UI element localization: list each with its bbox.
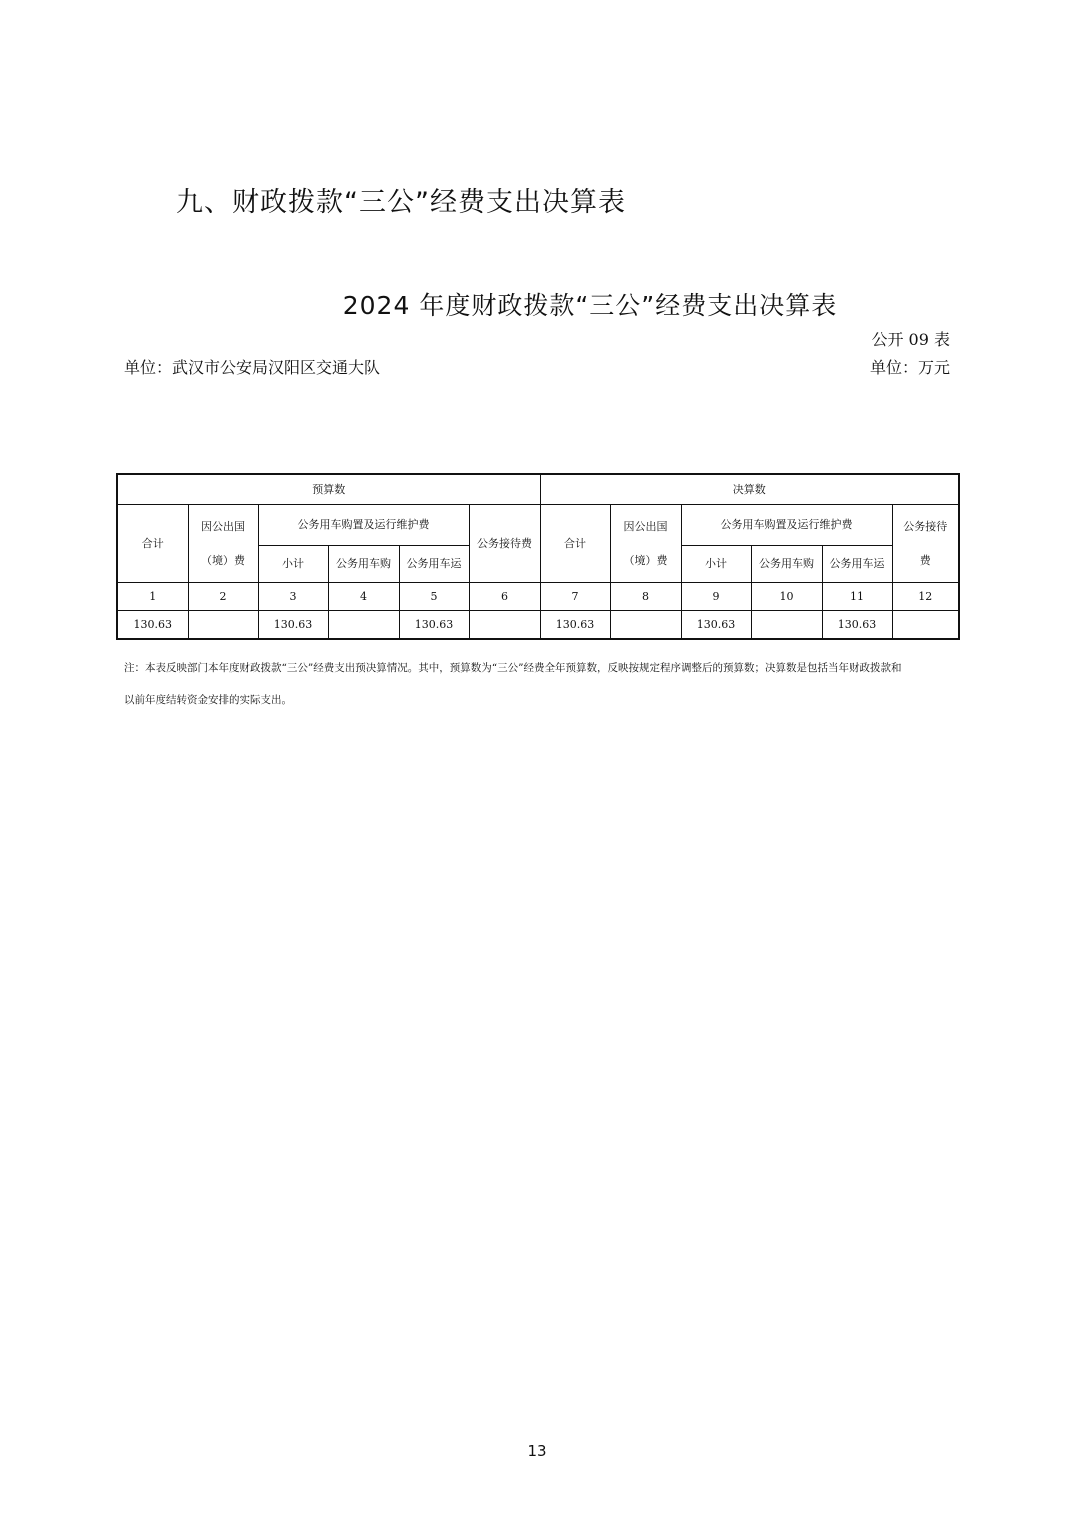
budget-reception-header: 公务接待费 — [469, 505, 540, 583]
budget-total-header: 合计 — [117, 505, 188, 583]
page-number: 13 — [527, 1442, 547, 1460]
budget-group-header: 预算数 — [117, 474, 540, 505]
value-cell: 130.63 — [822, 611, 892, 640]
value-cell — [188, 611, 258, 640]
value-cell: 130.63 — [681, 611, 751, 640]
value-cell: 130.63 — [540, 611, 610, 640]
final-vehicle-header: 公务用车购置及运行维护费 — [681, 505, 892, 546]
value-row — [117, 611, 959, 640]
value-cell: 130.63 — [399, 611, 469, 640]
col-number: 4 — [328, 583, 399, 611]
col-number: 12 — [892, 583, 959, 611]
budget-purchase-header: 公务用车购 — [328, 546, 399, 583]
column-number-row — [117, 583, 959, 611]
final-purchase-header: 公务用车购 — [751, 546, 822, 583]
col-number: 11 — [822, 583, 892, 611]
col-number: 3 — [258, 583, 328, 611]
final-subtotal-header: 小计 — [681, 546, 751, 583]
value-cell: 130.63 — [117, 611, 188, 640]
currency-unit: 单位：万元 — [869, 358, 950, 377]
value-cell — [892, 611, 959, 640]
col-number: 8 — [610, 583, 681, 611]
value-cell — [328, 611, 399, 640]
header-row-groups — [117, 474, 959, 505]
col-number: 10 — [751, 583, 822, 611]
note-line: 注：本表反映部门本年度财政拨款“三公”经费支出预决算情况。其中，预算数为“三公”经费全年预算数，反映按规定程序调整后的预算数；决算数是包括当年财政拨款和 — [124, 662, 902, 674]
form-number: 公开 09 表 — [871, 330, 950, 349]
table-note — [124, 652, 964, 716]
col-number: 1 — [117, 583, 188, 611]
col-number: 9 — [681, 583, 751, 611]
col-number: 6 — [469, 583, 540, 611]
col-number: 5 — [399, 583, 469, 611]
value-cell: 130.63 — [258, 611, 328, 640]
reporting-unit: 单位：武汉市公安局汉阳区交通大队 — [124, 358, 381, 377]
budget-subtotal-header: 小计 — [258, 546, 328, 583]
header-row-categories — [117, 505, 959, 546]
final-abroad-header: 因公出国 （境）费 — [610, 505, 681, 583]
final-operation-header: 公务用车运 — [822, 546, 892, 583]
budget-abroad-header: 因公出国 （境）费 — [188, 505, 258, 583]
col-number: 7 — [540, 583, 610, 611]
budget-vehicle-header: 公务用车购置及运行维护费 — [258, 505, 469, 546]
value-cell — [469, 611, 540, 640]
note-line: 以前年度结转资金安排的实际支出。 — [124, 694, 292, 706]
section-title: 九、财政拨款“三公”经费支出决算表 — [176, 187, 626, 218]
value-cell — [751, 611, 822, 640]
final-total-header: 合计 — [540, 505, 610, 583]
budget-operation-header: 公务用车运 — [399, 546, 469, 583]
col-number: 2 — [188, 583, 258, 611]
final-group-header: 决算数 — [540, 474, 959, 505]
value-cell — [610, 611, 681, 640]
final-reception-header: 公务接待 费 — [892, 505, 959, 583]
three-public-expenses-table — [116, 473, 960, 640]
table-title: 2024 年度财政拨款“三公”经费支出决算表 — [342, 291, 838, 320]
